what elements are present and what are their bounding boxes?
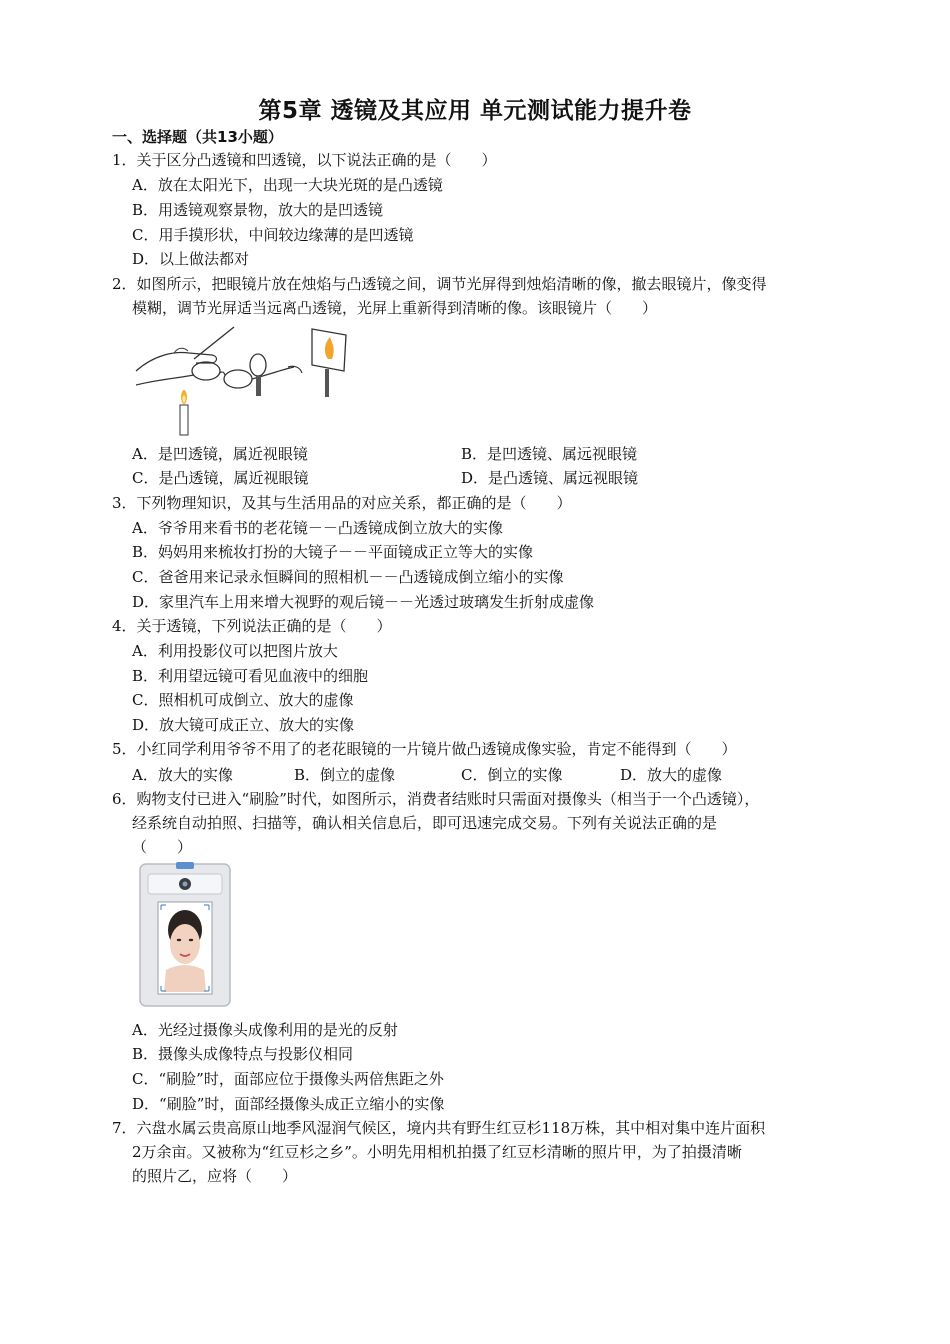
question-6-stem-line-3: （ ） bbox=[132, 838, 193, 856]
glasses-lens-left bbox=[192, 362, 220, 380]
question-3-option-d: D．家里汽车上用来增大视野的观后镜－－光透过玻璃发生折射成虚像 bbox=[132, 593, 595, 611]
hand-wrist bbox=[136, 375, 194, 385]
glasses-temple bbox=[194, 327, 234, 359]
question-7-stem-line-1: 7．六盘水属云贵高原山地季风湿润气候区，境内共有野生红豆杉118万株，其中相对集中连片面积 bbox=[112, 1119, 766, 1137]
question-3-option-a: A．爷爷用来看书的老花镜－－凸透镜成倒立放大的实像 bbox=[132, 519, 503, 537]
section-heading: 一、选择题（共13小题） bbox=[112, 128, 283, 146]
question-5-option-d: D．放大的虚像 bbox=[620, 766, 723, 784]
question-4-option-c: C．照相机可成倒立、放大的虚像 bbox=[132, 691, 354, 709]
question-4-option-d: D．放大镜可成正立、放大的实像 bbox=[132, 716, 355, 734]
question-6-option-b: B．摄像头成像特点与投影仪相同 bbox=[132, 1045, 354, 1063]
question-7-stem-line-3: 的照片乙，应将（ ） bbox=[132, 1167, 298, 1185]
question-2-option-b: B．是凹透镜、属远视眼镜 bbox=[461, 445, 638, 463]
question-6-option-d: D．“刷脸”时，面部经摄像头成正立缩小的实像 bbox=[132, 1095, 445, 1113]
question-2-stem-line-1: 2．如图所示，把眼镜片放在烛焰与凸透镜之间，调节光屏得到烛焰清晰的像，撤去眼镜片，像变得 bbox=[112, 275, 767, 293]
question-6-stem-line-1: 6．购物支付已进入“刷脸”时代，如图所示，消费者结账时只需面对摄像头（相当于一个凸透镜）， bbox=[112, 790, 760, 808]
question-1-option-d: D．以上做法都对 bbox=[132, 250, 250, 268]
question-3-option-c: C．爸爸用来记录永恒瞬间的照相机－－凸透镜成倒立缩小的实像 bbox=[132, 568, 564, 586]
question-6-stem-line-2: 经系统自动拍照、扫描等，确认相关信息后，即可迅速完成交易。下列有关说法正确的是 bbox=[132, 814, 718, 832]
question-1-stem: 1．关于区分凸透镜和凹透镜，以下说法正确的是（ ） bbox=[112, 151, 497, 169]
page-title: 第5章 透镜及其应用 单元测试能力提升卷 bbox=[258, 98, 692, 124]
lens-stand bbox=[256, 376, 261, 396]
question-1-option-b: B．用透镜观察景物，放大的是凹透镜 bbox=[132, 201, 384, 219]
question-7-stem-line-2: 2万余亩。又被称为“红豆杉之乡”。小明先用相机拍摄了红豆杉清晰的照片甲，为了拍摄清晰 bbox=[132, 1143, 742, 1161]
question-2-option-d: D．是凸透镜、属远视眼镜 bbox=[461, 469, 639, 487]
glasses-lens-right bbox=[224, 370, 252, 388]
question-2-option-c: C．是凸透镜，属近视眼镜 bbox=[132, 469, 309, 487]
question-3-option-b: B．妈妈用来梳妆打扮的大镜子－－平面镜成正立等大的实像 bbox=[132, 543, 534, 561]
candle-body bbox=[180, 405, 188, 435]
candle-lens-screen-figure bbox=[134, 325, 364, 437]
question-4-stem: 4．关于透镜，下列说法正确的是（ ） bbox=[112, 617, 392, 635]
question-4-option-b: B．利用望远镜可看见血液中的细胞 bbox=[132, 667, 369, 685]
question-6-option-c: C．“刷脸”时，面部应位于摄像头两倍焦距之外 bbox=[132, 1070, 444, 1088]
convex-lens bbox=[250, 354, 266, 376]
question-1-option-c: C．用手摸形状，中间较边缘薄的是凹透镜 bbox=[132, 226, 414, 244]
face-shoulders bbox=[164, 965, 206, 992]
question-2-option-a: A．是凹透镜，属近视眼镜 bbox=[132, 445, 308, 463]
question-6-option-a: A．光经过摄像头成像利用的是光的反射 bbox=[132, 1021, 398, 1039]
screen-stand bbox=[325, 369, 329, 397]
question-5-stem: 5．小红同学利用爷爷不用了的老花眼镜的一片镜片做凸透镜成像实验，肯定不能得到（ ） bbox=[112, 740, 737, 758]
face-payment-device-figure bbox=[136, 858, 234, 1010]
question-5-option-b: B．倒立的虚像 bbox=[294, 766, 396, 784]
question-5-option-c: C．倒立的实像 bbox=[461, 766, 563, 784]
question-1-option-a: A．放在太阳光下，出现一大块光斑的是凸透镜 bbox=[132, 176, 443, 194]
question-2-stem-line-2: 模糊，调节光屏适当远离凸透镜，光屏上重新得到清晰的像。该眼镜片（ ） bbox=[132, 299, 658, 317]
question-4-option-a: A．利用投影仪可以把图片放大 bbox=[132, 642, 338, 660]
face-skin bbox=[170, 924, 200, 964]
device-logo-badge bbox=[176, 862, 194, 869]
question-5-option-a: A．放大的实像 bbox=[132, 766, 233, 784]
question-3-stem: 3．下列物理知识，及其与生活用品的对应关系，都正确的是（ ） bbox=[112, 494, 572, 512]
